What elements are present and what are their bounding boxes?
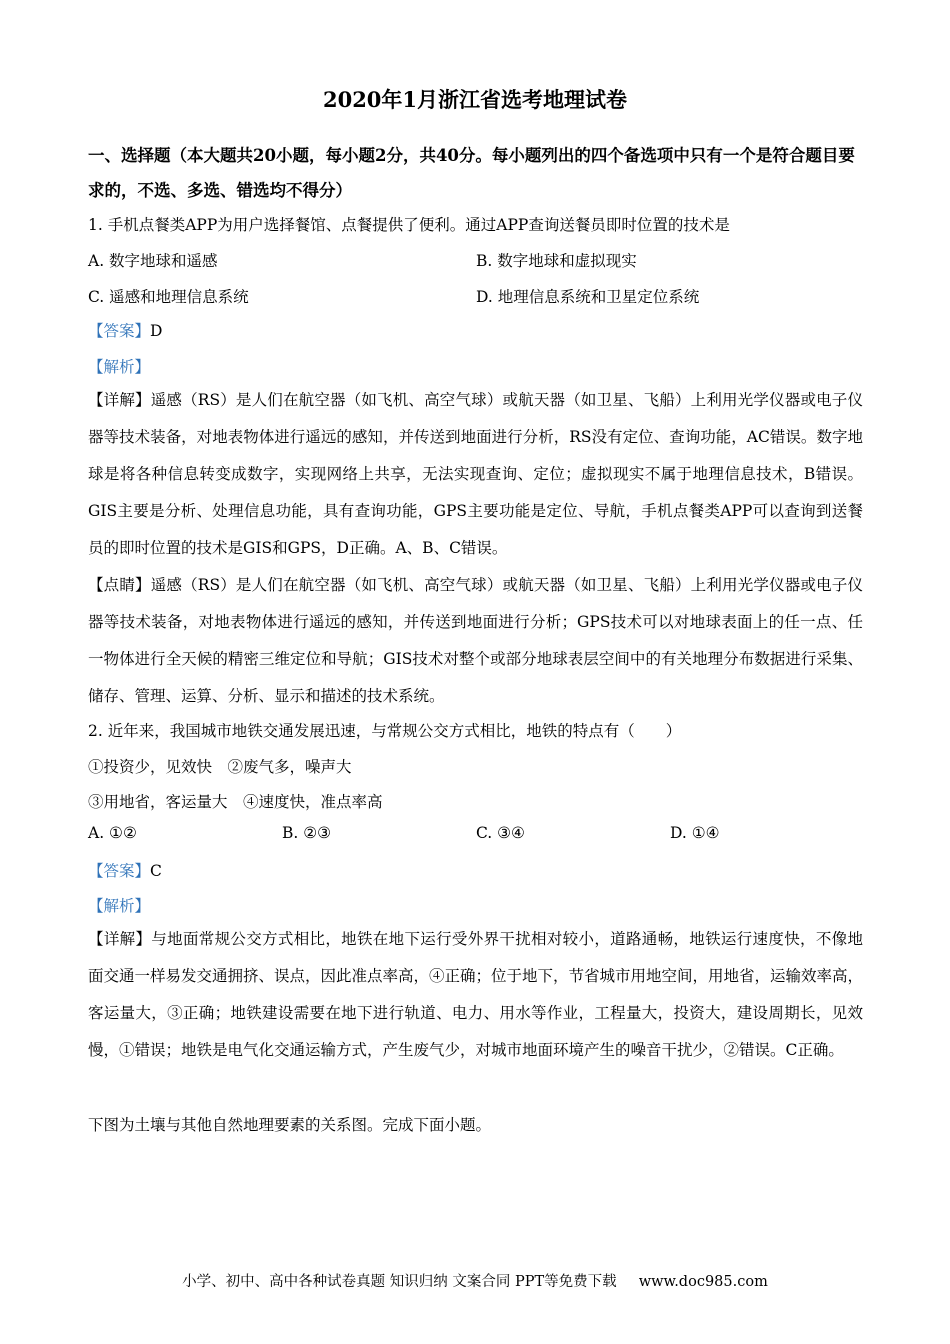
q1-option-a: A. 数字地球和遥感	[88, 252, 218, 270]
q1-option-d: D. 地理信息系统和卫星定位系统	[476, 288, 700, 306]
q1-analysis-label: 【解析】	[88, 358, 151, 376]
q2-option-d: D. ①④	[670, 824, 720, 842]
q2-analysis-label: 【解析】	[88, 897, 151, 915]
q1-detail	[88, 382, 863, 567]
answer-label: 【答案】	[88, 322, 151, 340]
tip-text: 遥感（RS）是人们在航空器（如飞机、高空气球）或航天器（如卫星、飞船）上利用光学仪器或电子仪器等技术装备，对地表物体进行遥远的感知，并传送到地面进行分析；GPS技术可以对地球表面上的任一点、任一物体进行全天候的精密三维定位和导航；GIS技术对整个或部分地球表层空间中的有关地理分布数据进行采集、储存、管理、运算、分析、显示和描述的技术系统。	[88, 576, 863, 705]
footer-text: 小学、初中、高中各种试卷真题 知识归纳 文案合同 PPT等免费下载	[182, 1274, 617, 1290]
q1-answer	[88, 319, 162, 341]
q1-option-c: C. 遥感和地理信息系统	[88, 288, 249, 306]
detail-label: 【详解】	[88, 930, 152, 948]
q1-stem: 1. 手机点餐类APP为用户选择餐馆、点餐提供了便利。通过APP查询送餐员即时位置的技术是	[88, 216, 730, 234]
q2-items-line2: ③用地省，客运量大 ④速度快，准点率高	[88, 793, 383, 811]
q2-items-line1: ①投资少，见效快 ②废气多，噪声大	[88, 758, 352, 776]
q2-option-b: B. ②③	[282, 824, 332, 842]
q1-tip	[88, 567, 863, 715]
q2-option-c: C. ③④	[476, 824, 525, 842]
section-header: 一、选择题（本大题共20小题，每小题2分，共40分。每小题列出的四个备选项中只有一个是符合题目要求的，不选、多选、错选均不得分）	[88, 146, 855, 200]
q2-detail	[88, 921, 863, 1069]
next-intro: 下图为土壤与其他自然地理要素的关系图。完成下面小题。	[88, 1116, 492, 1134]
answer-value: C	[150, 862, 162, 880]
answer-value: D	[150, 322, 163, 340]
q2-answer	[88, 859, 162, 881]
tip-label: 【点睛】	[88, 576, 151, 594]
q2-option-a: A. ①②	[88, 824, 137, 842]
answer-label: 【答案】	[88, 862, 151, 880]
detail-text: 与地面常规公交方式相比，地铁在地下运行受外界干扰相对较小，道路通畅，地铁运行速度快，不像地面交通一样易发交通拥挤、误点，因此准点率高，④正确；位于地下，节省城市用地空间，用地省，运输效率高，客运量大，③正确；地铁建设需要在地下进行轨道、电力、用水等作业，工程量大，投资大，建设周期长，见效慢，①错误；地铁是电气化交通运输方式，产生废气少，对城市地面环境产生的噪音干扰少，②错误。C正确。	[88, 930, 864, 1059]
q1-option-b: B. 数字地球和虚拟现实	[476, 252, 637, 270]
detail-text: 遥感（RS）是人们在航空器（如飞机、高空气球）或航天器（如卫星、飞船）上利用光学仪器或电子仪器等技术装备，对地表物体进行遥远的感知，并传送到地面进行分析，RS没有定位、查询功能，AC错误。数字地球是将各种信息转变成数字，实现网络上共享，无法实现查询、定位；虚拟现实不属于地理信息技术，B错误。GIS主要是分析、处理信息功能，具有查询功能，GPS主要功能是定位、导航，手机点餐类APP可以查询到送餐员的即时位置的技术是GIS和GPS，D正确。A、B、C错误。	[88, 391, 863, 557]
footer-url[interactable]: www.doc985.com	[638, 1274, 768, 1290]
page-title: 2020年1月浙江省选考地理试卷	[322, 87, 628, 112]
page-footer	[0, 1270, 950, 1291]
q2-stem: 2. 近年来，我国城市地铁交通发展迅速，与常规公交方式相比，地铁的特点有（ ）	[88, 722, 682, 740]
detail-label: 【详解】	[88, 391, 151, 409]
